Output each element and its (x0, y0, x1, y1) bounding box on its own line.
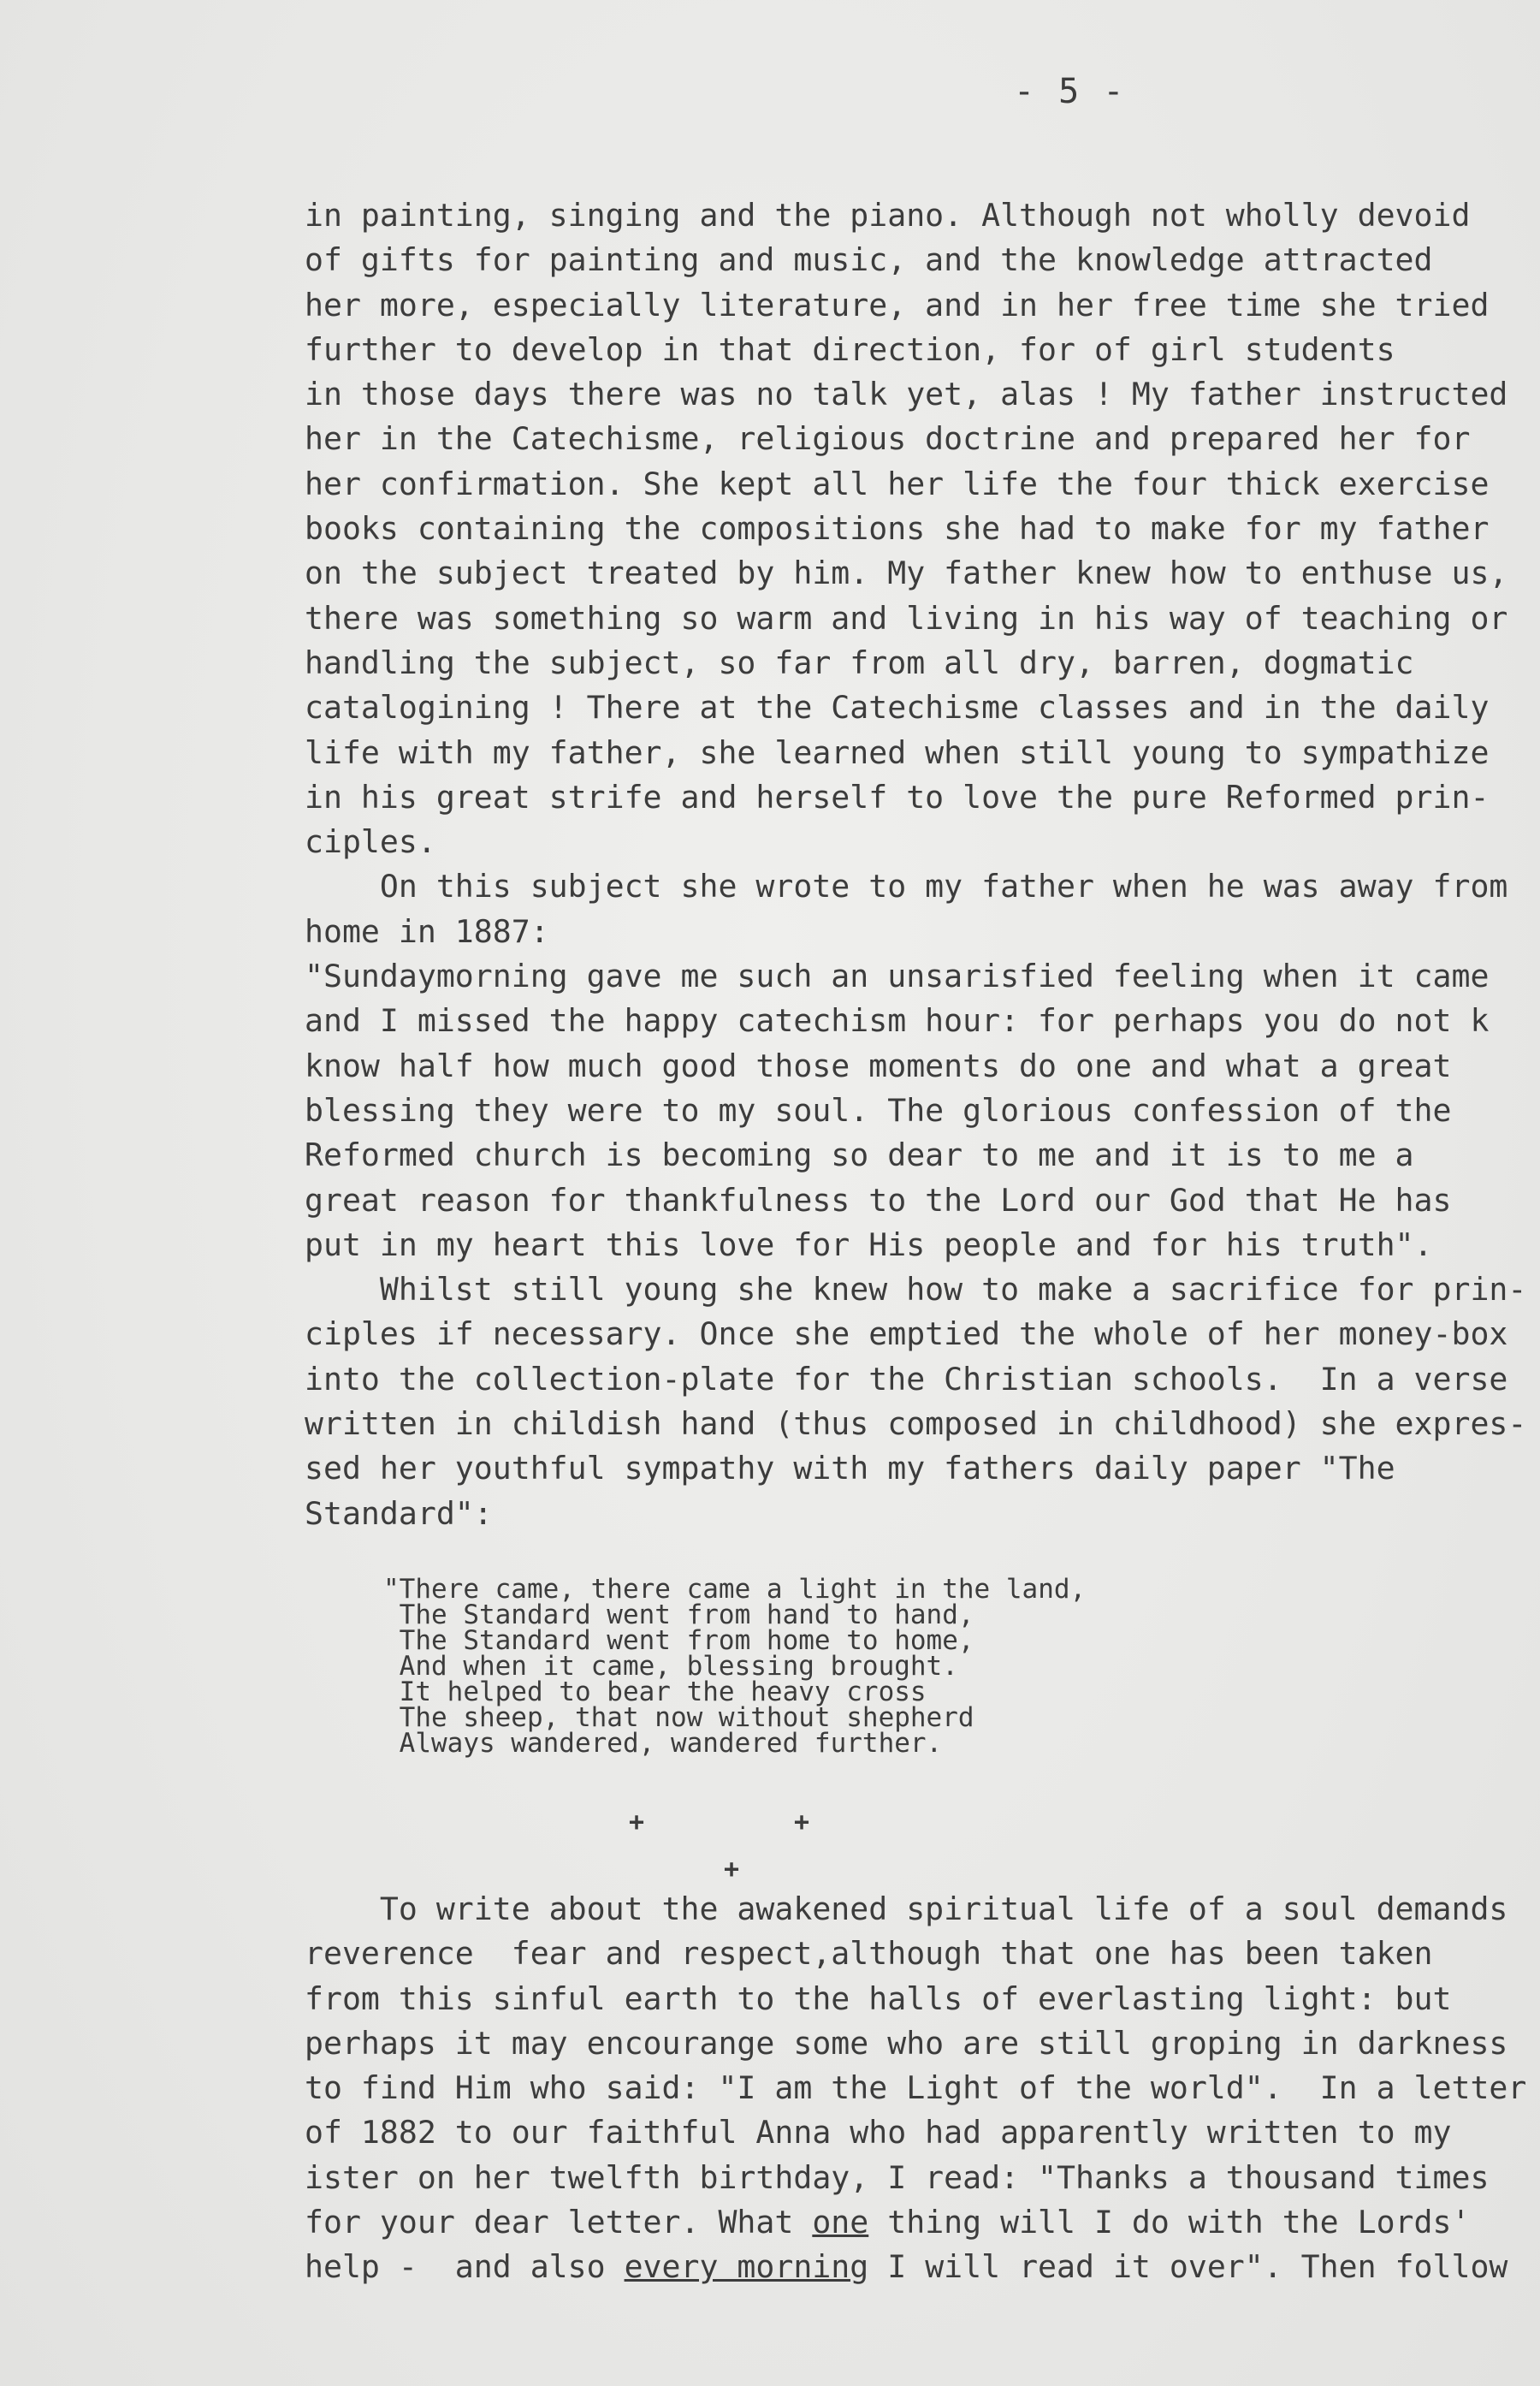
page-number: - 5 - (1014, 72, 1126, 111)
text-line: sed her youthful sympathy with my fathers daily paper "The (305, 1450, 1395, 1487)
text-line: ister on her twelfth birthday, I read: "Thanks a thousand times (305, 2158, 1490, 2196)
verse-line: The Standard went from home to home, (383, 1625, 974, 1656)
text-line: reverence fear and respect,although that one has been taken (305, 1935, 1433, 1973)
text-segment: for your dear letter. What (305, 2204, 813, 2241)
letter-quote-line: "Sundaymorning gave me such an unsarisfied feeling when it came (305, 958, 1490, 995)
text-line: in painting, singing and the piano. Although not wholly devoid (305, 197, 1471, 234)
text-segment: I will read it over". Then follow (868, 2248, 1508, 2286)
text-line: ciples if necessary. Once she emptied the whole of her money-box (305, 1315, 1508, 1353)
text-line: her in the Catechisme, religious doctrine and prepared her for (305, 420, 1471, 458)
text-line-with-underline (305, 2245, 1519, 2289)
text-line: home in 1887: (305, 912, 549, 950)
underlined-word: one (812, 2204, 869, 2241)
text-line: ciples. (305, 823, 436, 861)
verse-line: The Standard went from hand to hand, (383, 1600, 974, 1630)
text-line: her confirmation. She kept all her life the four thick exercise (305, 465, 1490, 502)
text-line: life with my father, she learned when still young to sympathize (305, 733, 1490, 771)
section-separator-mark: + (724, 1855, 740, 1884)
letter-quote-line: put in my heart this love for His people and for his truth". (305, 1226, 1433, 1263)
text-line: further to develop in that direction, for of girl students (305, 330, 1395, 368)
text-line: perhaps it may encourange some who are still groping in darkness (305, 2024, 1508, 2062)
text-line: On this subject she wrote to my father when he was away from (305, 868, 1508, 905)
main-paragraphs (305, 193, 1527, 1536)
text-segment: thing will I do with the Lords' (868, 2204, 1471, 2241)
letter-quote-line: great reason for thankfulness to the Lord our God that He has (305, 1181, 1452, 1219)
text-line: Whilst still young she knew how to make a sacrifice for prin- (305, 1271, 1527, 1309)
text-line: books containing the compositions she had to make for my father (305, 510, 1490, 548)
text-line: of 1882 to our faithful Anna who had apparently written to my (305, 2114, 1452, 2152)
section-separator-mark: + (794, 1807, 810, 1837)
text-line: in those days there was no talk yet, alas ! My father instructed (305, 376, 1508, 413)
text-line: To write about the awakened spiritual life of a soul demands (305, 1890, 1508, 1927)
letter-quote-line: and I missed the happy catechism hour: for perhaps you do not k (305, 1002, 1490, 1040)
underlined-phrase: every morning (624, 2248, 869, 2286)
text-line: in his great strife and herself to love the pure Reformed prin- (305, 778, 1490, 816)
verse-line: The sheep, that now without shepherd (383, 1702, 974, 1733)
text-line: there was something so warm and living in his way of teaching or (305, 599, 1508, 637)
text-line: of gifts for painting and music, and the knowledge attracted (305, 241, 1433, 279)
text-line: her more, especially literature, and in her free time she tried (305, 286, 1490, 323)
text-line: on the subject treated by him. My father knew how to enthuse us, (305, 555, 1508, 592)
text-line: Standard": (305, 1494, 493, 1532)
text-line: catalogining ! There at the Catechisme classes and in the daily (305, 689, 1490, 727)
verse-line: And when it came, blessing brought. (383, 1651, 958, 1682)
section-separator-mark: + (629, 1807, 645, 1837)
text-line: from this sinful earth to the halls of everlasting light: but (305, 1979, 1452, 2017)
verse-line: "There came, there came a light in the land, (383, 1574, 1087, 1605)
letter-quote-line: know half how much good those moments do one and what a great (305, 1047, 1452, 1084)
letter-quote-line: blessing they were to my soul. The glorious confession of the (305, 1091, 1452, 1129)
verse-line: It helped to bear the heavy cross (383, 1677, 927, 1707)
second-section (305, 1887, 1527, 2290)
verse-block (383, 1574, 1087, 1759)
verse-line: Always wandered, wandered further. (383, 1728, 943, 1759)
text-segment: help - and also (305, 2248, 625, 2286)
text-line: written in childish hand (thus composed in childhood) she expres- (305, 1405, 1527, 1443)
text-line: to find Him who said: "I am the Light of the world". In a letter (305, 2069, 1527, 2107)
letter-quote-line: Reformed church is becoming so dear to me and it is to me a (305, 1137, 1414, 1174)
text-line: handling the subject, so far from all dry, barren, dogmatic (305, 644, 1414, 681)
text-line-with-underline (305, 2200, 1519, 2245)
text-line: into the collection-plate for the Christian schools. In a verse (305, 1360, 1508, 1398)
